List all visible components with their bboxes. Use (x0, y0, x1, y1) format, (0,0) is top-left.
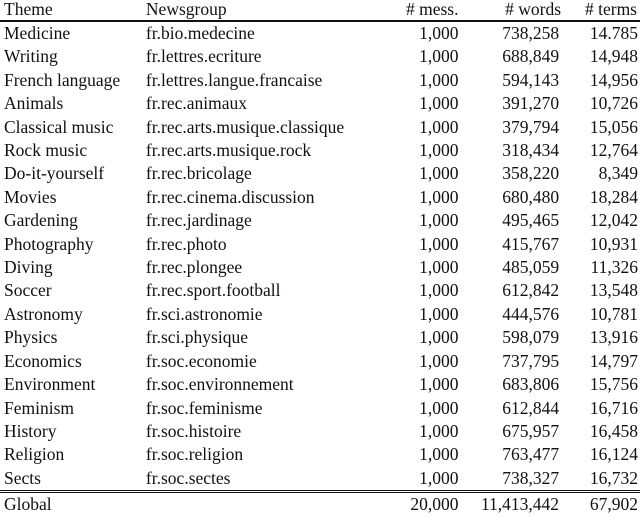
cell-newsgroup: fr.rec.animaux (145, 93, 247, 114)
cell-words: 737,795 (502, 350, 560, 371)
cell-theme: Feminism (4, 397, 75, 418)
cell-theme: Medicine (4, 23, 71, 43)
table-row (0, 162, 640, 185)
cell-theme: Animals (4, 93, 64, 114)
cell-messages: 1,000 (419, 303, 459, 324)
cell-messages: 1,000 (419, 93, 459, 114)
cell-words: 318,434 (502, 140, 560, 161)
cell-theme: Classical music (4, 116, 114, 137)
header-words: # words (505, 0, 562, 19)
cell-words: 444,576 (502, 303, 560, 324)
cell-terms: 14,948 (589, 46, 638, 67)
cell-theme: Photography (4, 233, 94, 254)
cell-messages: 1,000 (419, 140, 459, 161)
cell-theme: Do-it-yourself (4, 163, 105, 184)
cell-words: 680,480 (502, 186, 560, 207)
cell-terms: 12,764 (589, 140, 638, 161)
cell-terms: 8,349 (598, 163, 638, 184)
cell-messages: 1,000 (419, 186, 459, 207)
cell-terms: 10,931 (589, 233, 638, 254)
cell-newsgroup: fr.rec.arts.musique.rock (145, 140, 312, 161)
cell-newsgroup: fr.soc.economie (145, 350, 257, 371)
cell-messages: 1,000 (419, 69, 459, 90)
cell-terms: 11,326 (590, 257, 638, 278)
table-row (0, 209, 640, 232)
header-row (0, 0, 640, 21)
cell-newsgroup: fr.rec.bricolage (145, 163, 252, 184)
header-newsgroup: Newsgroup (145, 0, 227, 19)
cell-newsgroup: fr.rec.plongee (145, 257, 243, 278)
table-row (0, 92, 640, 115)
table-row (0, 443, 640, 466)
table-row (0, 256, 640, 279)
cell-theme: French language (4, 69, 121, 90)
global-terms: 67,902 (589, 494, 638, 515)
table-row (0, 45, 640, 68)
cell-terms: 18,284 (589, 186, 638, 207)
cell-messages: 1,000 (419, 23, 459, 43)
cell-words: 415,767 (502, 233, 560, 254)
cell-theme: Diving (4, 257, 53, 278)
cell-words: 675,957 (502, 420, 560, 441)
global-words: 11,413,442 (480, 494, 560, 515)
table-row (0, 467, 640, 492)
cell-words: 594,143 (502, 69, 560, 90)
cell-newsgroup: fr.sci.astronomie (145, 303, 263, 324)
cell-messages: 1,000 (419, 327, 459, 348)
global-newsgroup (142, 492, 388, 517)
cell-newsgroup: fr.lettres.ecriture (145, 46, 262, 67)
cell-terms: 13,916 (589, 327, 638, 348)
cell-theme: Soccer (4, 280, 52, 301)
cell-words: 358,220 (502, 163, 560, 184)
cell-messages: 1,000 (419, 374, 459, 395)
cell-words: 738,327 (502, 467, 560, 488)
cell-words: 485,059 (502, 257, 560, 278)
table-row (0, 303, 640, 326)
table-row (0, 186, 640, 209)
cell-theme: History (4, 420, 57, 441)
cell-words: 688,849 (502, 46, 560, 67)
cell-messages: 1,000 (419, 280, 459, 301)
table-row (0, 116, 640, 139)
cell-newsgroup: fr.rec.cinema.discussion (145, 186, 315, 207)
cell-theme: Religion (4, 444, 65, 465)
cell-terms: 15,056 (589, 116, 638, 137)
cell-terms: 14,797 (589, 350, 638, 371)
cell-words: 683,806 (502, 374, 560, 395)
cell-newsgroup: fr.rec.photo (145, 233, 227, 254)
cell-messages: 1,000 (419, 420, 459, 441)
header-theme: Theme (4, 0, 53, 19)
cell-messages: 1,000 (419, 397, 459, 418)
cell-theme: Sects (4, 467, 41, 488)
cell-terms: 10,726 (589, 93, 638, 114)
cell-newsgroup: fr.soc.feminisme (145, 397, 263, 418)
cell-terms: 10,781 (589, 303, 638, 324)
cell-messages: 1,000 (419, 116, 459, 137)
global-row (0, 492, 640, 517)
table-row (0, 373, 640, 396)
cell-messages: 1,000 (419, 257, 459, 278)
cell-theme: Astronomy (4, 303, 83, 324)
cell-theme: Writing (4, 46, 58, 67)
cell-terms: 16,458 (589, 420, 638, 441)
cell-theme: Rock music (4, 140, 88, 161)
cell-words: 612,844 (502, 397, 560, 418)
cell-newsgroup: fr.sci.physique (145, 327, 248, 348)
cell-terms: 14,956 (589, 69, 638, 90)
cell-messages: 1,000 (419, 46, 459, 67)
cell-theme: Environment (4, 374, 96, 395)
header-terms: # terms (584, 0, 637, 19)
cell-newsgroup: fr.soc.sectes (145, 467, 231, 488)
table-row (0, 420, 640, 443)
global-messages: 20,000 (410, 494, 459, 515)
table-row (0, 350, 640, 373)
cell-words: 598,079 (502, 327, 560, 348)
table-row (0, 69, 640, 92)
cell-terms: 16,716 (589, 397, 638, 418)
cell-newsgroup: fr.rec.sport.football (145, 280, 281, 301)
table-row (0, 326, 640, 349)
global-label: Global (4, 494, 52, 515)
table-row (0, 139, 640, 162)
cell-theme: Gardening (4, 210, 78, 231)
cell-newsgroup: fr.rec.arts.musique.classique (145, 116, 345, 137)
cell-words: 379,794 (502, 116, 560, 137)
cell-newsgroup: fr.soc.religion (145, 444, 244, 465)
table-row (0, 397, 640, 420)
cell-theme: Movies (4, 186, 57, 207)
table-row (0, 21, 640, 45)
cell-terms: 16,124 (589, 444, 638, 465)
cell-terms: 14.785 (589, 23, 638, 43)
cell-messages: 1,000 (419, 210, 459, 231)
cell-newsgroup: fr.bio.medecine (145, 23, 255, 43)
table-row (0, 233, 640, 256)
cell-words: 738,258 (502, 23, 560, 43)
cell-newsgroup: fr.rec.jardinage (145, 210, 252, 231)
cell-messages: 1,000 (419, 467, 459, 488)
cell-words: 763,477 (502, 444, 560, 465)
table-row (0, 279, 640, 302)
cell-theme: Physics (4, 327, 58, 348)
cell-messages: 1,000 (419, 163, 459, 184)
cell-words: 495,465 (502, 210, 560, 231)
cell-messages: 1,000 (419, 350, 459, 371)
cell-terms: 16,732 (589, 467, 638, 488)
cell-messages: 1,000 (419, 444, 459, 465)
cell-newsgroup: fr.soc.histoire (145, 420, 242, 441)
cell-terms: 15,756 (589, 374, 638, 395)
cell-words: 391,270 (502, 93, 560, 114)
cell-newsgroup: fr.lettres.langue.francaise (145, 69, 323, 90)
header-messages: # mess. (405, 0, 459, 19)
cell-theme: Economics (4, 350, 82, 371)
cell-words: 612,842 (502, 280, 560, 301)
cell-terms: 13,548 (589, 280, 638, 301)
cell-messages: 1,000 (419, 233, 459, 254)
cell-newsgroup: fr.soc.environnement (145, 374, 294, 395)
cell-terms: 12,042 (589, 210, 638, 231)
